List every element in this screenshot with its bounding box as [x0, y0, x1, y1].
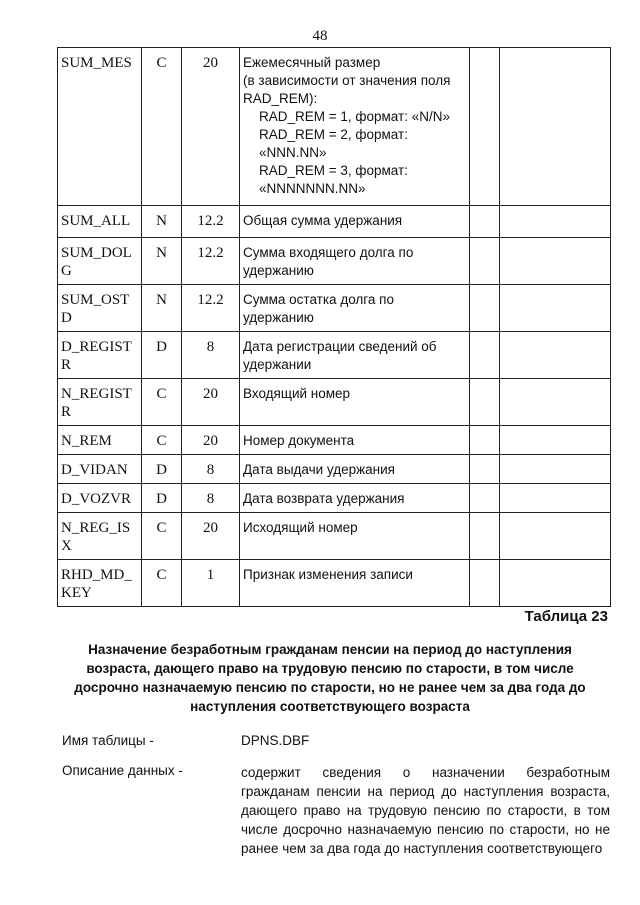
field-name-cell-text: SUM_MES	[61, 55, 132, 71]
empty-cell	[470, 426, 500, 455]
empty-cell	[470, 484, 500, 513]
field-name-cell	[58, 332, 142, 379]
field-description-cell	[240, 560, 470, 607]
description-line: Ежемесячный размер	[243, 55, 381, 70]
field-type-cell	[142, 238, 182, 285]
empty-cell	[500, 48, 611, 206]
field-description-cell-text: Дата регистрации сведений об удержании	[243, 339, 437, 372]
field-length-cell	[182, 238, 240, 285]
field-type-cell	[142, 484, 182, 513]
field-description-cell-text: Признак изменения записи	[243, 567, 413, 582]
field-length-cell-text: 8	[206, 339, 215, 355]
field-length-cell	[182, 484, 240, 513]
empty-cell	[470, 379, 500, 426]
field-name-cell	[58, 426, 142, 455]
field-type-cell	[142, 285, 182, 332]
field-type-cell	[142, 560, 182, 607]
field-type-cell-text: D	[156, 462, 167, 478]
field-description-cell-text: Дата возврата удержания	[243, 491, 405, 506]
field-name-cell-text: D_VOZVR	[61, 491, 131, 507]
field-name-cell	[58, 484, 142, 513]
table-row	[58, 332, 611, 379]
empty-cell	[470, 560, 500, 607]
empty-cell	[500, 238, 611, 285]
empty-cell	[500, 379, 611, 426]
table-row	[58, 560, 611, 607]
fields-table	[57, 47, 611, 607]
description-indented-line: RAD_REM = 3, формат:	[259, 163, 408, 178]
field-description-cell	[240, 426, 470, 455]
field-length-cell-text: 20	[203, 520, 218, 536]
field-length-cell	[182, 379, 240, 426]
field-description-cell-text: Исходящий номер	[243, 520, 358, 535]
field-type-cell	[142, 426, 182, 455]
empty-cell	[500, 455, 611, 484]
field-length-cell-text: 8	[206, 491, 215, 507]
field-description-cell	[240, 513, 470, 560]
field-description-cell	[240, 285, 470, 332]
field-length-cell	[182, 513, 240, 560]
empty-cell	[470, 332, 500, 379]
field-name-cell-text: N_REM	[61, 433, 112, 449]
field-length-cell-text: 12.2	[197, 213, 224, 229]
field-description-cell	[240, 48, 470, 206]
table-caption: Таблица 23	[524, 608, 608, 625]
field-description-cell	[240, 484, 470, 513]
empty-cell	[500, 285, 611, 332]
description-indented-line: RAD_REM = 1, формат: «N/N»	[259, 109, 450, 124]
field-length-cell	[182, 426, 240, 455]
description-line: (в зависимости от значения поля	[243, 73, 451, 88]
field-name-cell	[58, 379, 142, 426]
field-length-cell	[182, 332, 240, 379]
field-name-cell-text: SUM_ALL	[61, 213, 131, 229]
field-name-cell	[58, 285, 142, 332]
field-length-cell-text: 12.2	[197, 292, 224, 308]
field-length-cell-text: 8	[206, 462, 215, 478]
description-line: RAD_REM):	[243, 91, 318, 106]
empty-cell	[470, 285, 500, 332]
table-row	[58, 238, 611, 285]
field-type-cell	[142, 513, 182, 560]
description-indented-line: RAD_REM = 2, формат:	[259, 127, 408, 142]
table-row	[58, 206, 611, 238]
field-name-cell	[58, 560, 142, 607]
field-type-cell-text: N	[156, 213, 167, 229]
table-row	[58, 513, 611, 560]
field-description-cell	[240, 379, 470, 426]
empty-cell	[500, 560, 611, 607]
field-description-cell-text: Номер документа	[243, 433, 355, 448]
empty-cell	[470, 455, 500, 484]
field-name-cell	[58, 513, 142, 560]
field-name-cell	[58, 206, 142, 238]
field-description-cell-text: Входящий номер	[243, 386, 351, 401]
field-type-cell-text: N	[156, 292, 167, 308]
description-indented-line: «NNNNNNN.NN»	[259, 181, 366, 196]
field-length-cell-text: 20	[203, 386, 218, 402]
empty-cell	[500, 513, 611, 560]
field-type-cell-text: C	[156, 520, 167, 536]
field-length-cell	[182, 455, 240, 484]
table-row	[58, 379, 611, 426]
field-description-cell	[240, 332, 470, 379]
field-name-cell-text: N_REG_IS X	[61, 520, 131, 554]
data-description-label: Описание данных -	[62, 763, 183, 778]
field-name-cell-text: D_REGIST R	[61, 339, 132, 373]
field-type-cell-text: C	[156, 433, 167, 449]
field-description-cell	[240, 455, 470, 484]
field-length-cell	[182, 285, 240, 332]
field-description-cell-text: Дата выдачи удержания	[243, 462, 395, 477]
table-row	[58, 285, 611, 332]
empty-cell	[470, 238, 500, 285]
field-length-cell	[182, 560, 240, 607]
field-type-cell	[142, 48, 182, 206]
field-type-cell	[142, 332, 182, 379]
empty-cell	[470, 48, 500, 206]
field-type-cell-text: C	[156, 386, 167, 402]
field-length-cell-text: 20	[203, 433, 218, 449]
field-description-cell-text: Сумма остатка долга по удержанию	[243, 292, 394, 325]
empty-cell	[500, 206, 611, 238]
field-type-cell	[142, 379, 182, 426]
field-name-cell-text: SUM_OST D	[61, 292, 130, 326]
field-name-cell-text: RHD_MD_ KEY	[61, 567, 132, 601]
field-name-cell	[58, 238, 142, 285]
empty-cell	[470, 513, 500, 560]
empty-cell	[500, 426, 611, 455]
empty-cell	[500, 332, 611, 379]
field-length-cell-text: 20	[203, 55, 218, 71]
field-type-cell-text: C	[156, 55, 167, 71]
field-length-cell-text: 1	[206, 567, 215, 583]
empty-cell	[500, 484, 611, 513]
field-type-cell-text: D	[156, 491, 167, 507]
data-description-value: содержит сведения о назначении безработным гражданам пенсии на период до наступления возраста, дающего право на трудовую пенсию по старости, в том числе досрочно назначаемую пенсию по старости, но не ранее чем за два года до наступления соответствующего	[241, 765, 610, 856]
table-row	[58, 484, 611, 513]
table-row	[58, 48, 611, 206]
field-description-cell-text: Сумма входящего долга по удержанию	[243, 245, 414, 278]
empty-cell	[470, 206, 500, 238]
field-description-cell	[240, 238, 470, 285]
description-indented-line: «NNN.NN»	[259, 145, 327, 160]
field-name-cell-text: D_VIDAN	[61, 462, 128, 478]
field-type-cell	[142, 206, 182, 238]
field-type-cell-text: C	[156, 567, 167, 583]
table-row	[58, 455, 611, 484]
field-description-cell	[240, 206, 470, 238]
field-name-cell-text: N_REGIST R	[61, 386, 132, 420]
table-row	[58, 426, 611, 455]
table-name-label: Имя таблицы -	[62, 733, 154, 748]
field-name-cell	[58, 48, 142, 206]
table-name-value: DPNS.DBF	[241, 733, 310, 748]
field-length-cell	[182, 206, 240, 238]
field-name-cell-text: SUM_DOL G	[61, 245, 132, 279]
field-name-cell	[58, 455, 142, 484]
field-length-cell	[182, 48, 240, 206]
section-title: Назначение безработным гражданам пенсии на период до наступления возраста, дающего право на трудовую пенсию по старости, в том числе досрочно назначаемую пенсию по старости, но не ранее чем за два года до наступления соответствующего возраста	[74, 642, 586, 714]
field-description-cell-text: Общая сумма удержания	[243, 213, 403, 228]
field-type-cell-text: D	[156, 339, 167, 355]
field-type-cell	[142, 455, 182, 484]
page-number: 48	[312, 28, 328, 44]
field-length-cell-text: 12.2	[197, 245, 224, 261]
field-type-cell-text: N	[156, 245, 167, 261]
